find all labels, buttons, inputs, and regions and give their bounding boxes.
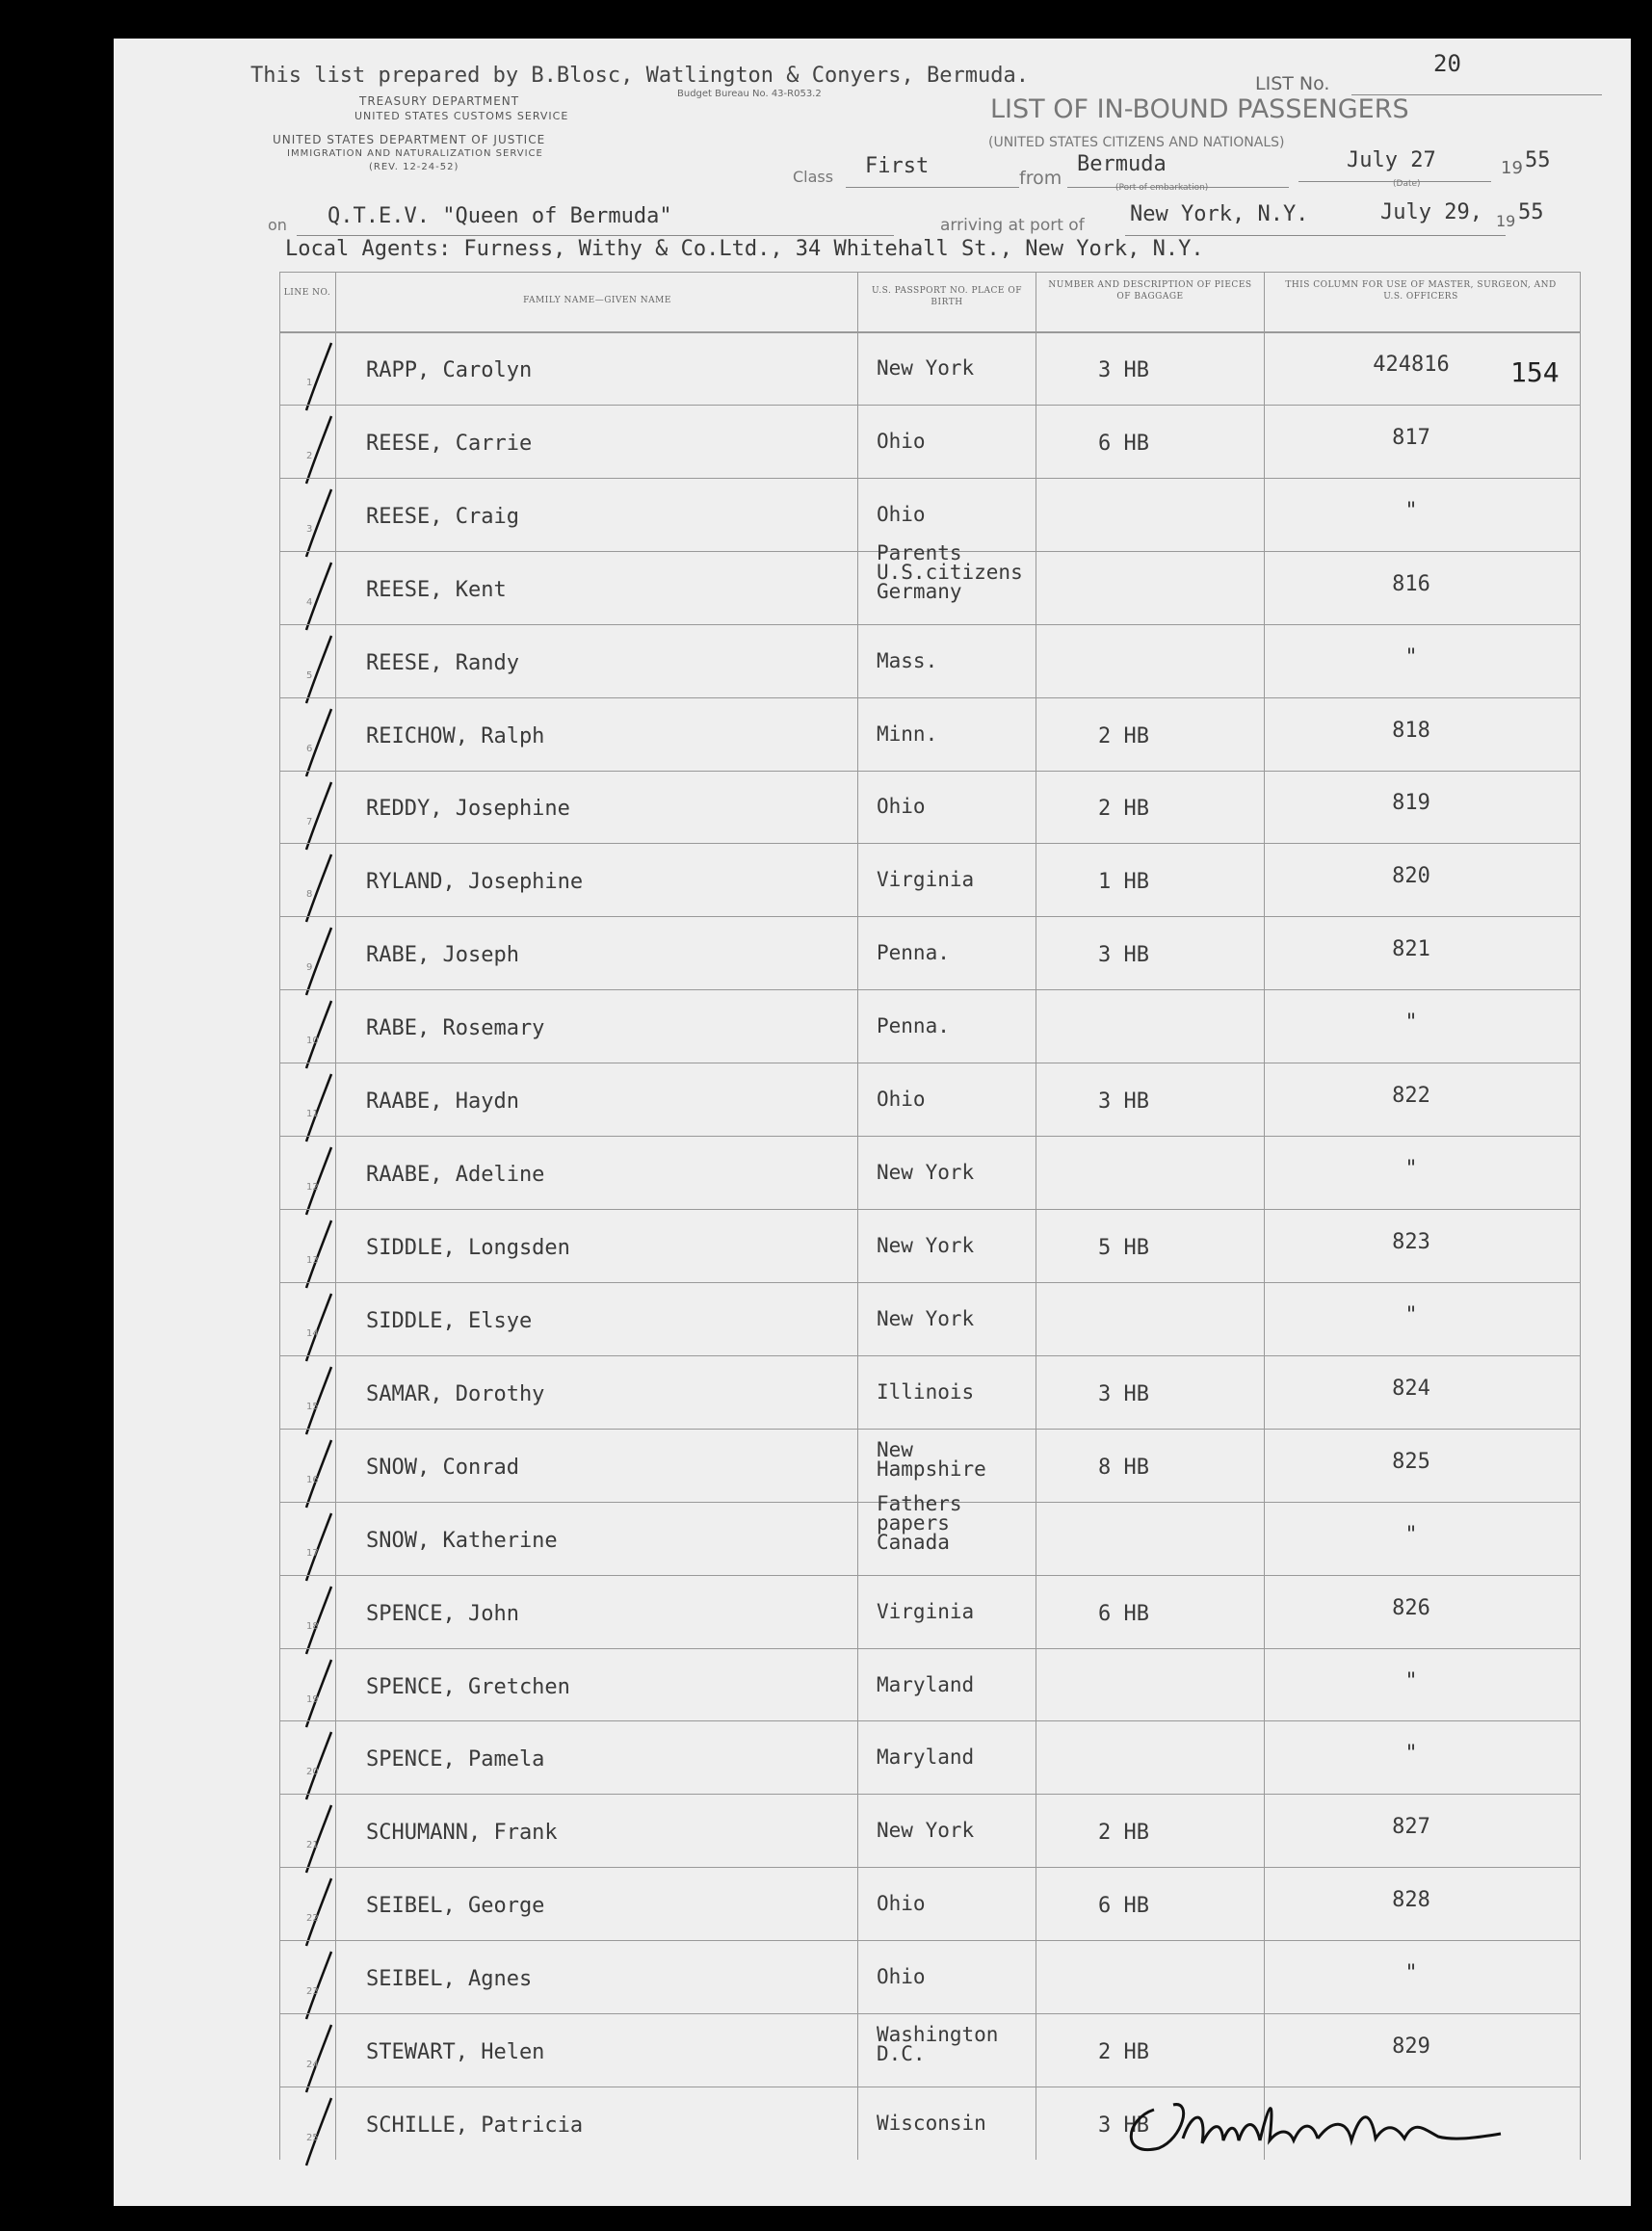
- baggage-count: 3 HB: [1098, 1089, 1149, 1115]
- place-of-birth: Maryland: [877, 1672, 975, 1696]
- table-row: [279, 1794, 1580, 1867]
- passenger-name: RABE, Joseph: [366, 943, 519, 968]
- table-row: [279, 989, 1580, 1063]
- table-row: [279, 1720, 1580, 1794]
- table-row: [279, 697, 1580, 771]
- line-number: 7: [306, 816, 313, 827]
- baggage-count: 2 HB: [1098, 723, 1149, 748]
- place-of-birth: New York: [877, 1161, 975, 1185]
- officer-code: 818: [1392, 718, 1430, 743]
- row-divider: [279, 1136, 1580, 1137]
- passenger-name: SPENCE, Pamela: [366, 1747, 545, 1772]
- baggage-count: 3 HB: [1098, 943, 1149, 968]
- place-of-birth: Fathers papers Canada: [877, 1491, 962, 1554]
- row-divider: [279, 1648, 1580, 1649]
- line-number: 18: [306, 1620, 319, 1632]
- line-number: 2: [306, 450, 313, 461]
- officer-code: 816: [1392, 571, 1430, 596]
- header-officers: THIS COLUMN FOR USE OF MASTER, SURGEON, AND U.S. OFFICERS: [1285, 280, 1557, 302]
- passenger-name: REESE, Randy: [366, 650, 519, 675]
- table-row: [279, 843, 1580, 916]
- arrival-port: New York, N.Y.: [1130, 202, 1309, 226]
- officer-code: 820: [1392, 864, 1430, 889]
- line-number: 4: [306, 596, 313, 608]
- table-row: [279, 1491, 1580, 1575]
- table-row: [279, 540, 1580, 624]
- place-of-birth: Mass.: [877, 648, 938, 672]
- place-of-birth: Illinois: [877, 1379, 975, 1404]
- line-number: 17: [306, 1547, 319, 1559]
- passenger-name: SIDDLE, Longsden: [366, 1235, 570, 1260]
- passenger-name: REICHOW, Ralph: [366, 723, 545, 748]
- passenger-name: SCHILLE, Patricia: [366, 2113, 584, 2139]
- passenger-name: RAABE, Haydn: [366, 1089, 519, 1115]
- line-number: 23: [306, 1986, 319, 1998]
- officer-code: ": [1404, 1742, 1418, 1767]
- form-title: LIST OF IN-BOUND PASSENGERS: [990, 94, 1409, 124]
- class-label: Class: [793, 168, 834, 186]
- passenger-name: REESE, Craig: [366, 504, 519, 529]
- baggage-count: 2 HB: [1098, 2040, 1149, 2065]
- row-divider: [279, 1429, 1580, 1430]
- line-number: 10: [306, 1036, 319, 1047]
- table-row: [279, 1355, 1580, 1429]
- place-of-birth: Ohio: [877, 795, 926, 819]
- baggage-count: 2 HB: [1098, 797, 1149, 822]
- officer-code: ": [1404, 498, 1418, 523]
- baggage-count: 6 HB: [1098, 1601, 1149, 1626]
- table-row: [279, 624, 1580, 697]
- arrival-year-prefix: 19: [1496, 212, 1516, 230]
- line-number: 12: [306, 1182, 319, 1194]
- table-top-border: [279, 272, 1580, 273]
- local-agents: Local Agents: Furness, Withy & Co.Ltd., 34 Whitehall St., New York, N.Y.: [285, 237, 1204, 261]
- table-row: [279, 1648, 1580, 1721]
- from-label: from: [1019, 168, 1062, 189]
- table-row: [279, 1429, 1580, 1502]
- arriving-label: arriving at port of: [940, 216, 1085, 235]
- baggage-count: 5 HB: [1098, 1235, 1149, 1260]
- passenger-name: STEWART, Helen: [366, 2040, 545, 2065]
- line-number: 20: [306, 1767, 319, 1778]
- officer-code: 828: [1392, 1888, 1430, 1913]
- table-row: [279, 1209, 1580, 1282]
- row-divider: [279, 1940, 1580, 1941]
- officer-code: 817: [1392, 425, 1430, 450]
- officer-code: ": [1404, 1961, 1418, 1986]
- line-number: 11: [306, 1109, 319, 1120]
- line-number: 8: [306, 889, 313, 901]
- row-divider: [279, 697, 1580, 698]
- place-of-birth: Ohio: [877, 1965, 926, 1989]
- line-number: 5: [306, 669, 313, 681]
- row-divider: [279, 1794, 1580, 1795]
- passenger-name: REDDY, Josephine: [366, 797, 570, 822]
- on-label: on: [268, 216, 287, 234]
- baggage-count: 6 HB: [1098, 431, 1149, 456]
- table-row: [279, 1867, 1580, 1940]
- place-of-birth: Washington D.C.: [877, 2023, 999, 2066]
- row-divider: [279, 1720, 1580, 1721]
- table-body: [279, 331, 1580, 2160]
- line-number: 1: [306, 378, 313, 388]
- baggage-count: 2 HB: [1098, 1821, 1149, 1846]
- passenger-name: SIDDLE, Elsye: [366, 1308, 533, 1333]
- line-number: 25: [306, 2133, 319, 2144]
- from-value: Bermuda: [1077, 152, 1167, 176]
- header-name: FAMILY NAME—GIVEN NAME: [523, 296, 671, 305]
- passenger-table: [279, 272, 1580, 2160]
- list-no-label: LIST No.: [1255, 73, 1330, 94]
- table-row: [279, 2013, 1580, 2087]
- treasury-department: TREASURY DEPARTMENT: [359, 94, 520, 108]
- officer-code: 819: [1392, 791, 1430, 816]
- place-of-birth: Virginia: [877, 1599, 975, 1623]
- row-divider: [279, 1355, 1580, 1356]
- place-of-birth: Penna.: [877, 1014, 950, 1038]
- vessel-underline: [297, 235, 894, 236]
- officer-code: ": [1404, 644, 1418, 669]
- passenger-name: RAABE, Adeline: [366, 1163, 545, 1188]
- arrival-date: July 29,: [1380, 200, 1482, 224]
- row-divider: [279, 624, 1580, 625]
- baggage-count: 3 HB: [1098, 2113, 1149, 2139]
- place-of-birth: Ohio: [877, 429, 926, 453]
- line-number: 22: [306, 1913, 319, 1925]
- baggage-count: 8 HB: [1098, 1455, 1149, 1480]
- line-number: 6: [306, 743, 313, 754]
- baggage-count: 3 HB: [1098, 1381, 1149, 1406]
- passenger-name: SCHUMANN, Frank: [366, 1821, 558, 1846]
- header-baggage: NUMBER AND DESCRIPTION OF PIECES OF BAGGAGE: [1048, 280, 1252, 302]
- table-row: [279, 405, 1580, 478]
- arrival-underline: [1125, 235, 1506, 236]
- place-of-birth: Virginia: [877, 868, 975, 892]
- passenger-list-page: [114, 39, 1631, 2206]
- date-caption: (Date): [1393, 179, 1421, 189]
- baggage-count: 6 HB: [1098, 1894, 1149, 1919]
- col-divider: [1580, 272, 1581, 2160]
- officer-code: 824: [1392, 1376, 1430, 1401]
- date-year: 55: [1525, 148, 1551, 172]
- passenger-name: SEIBEL, George: [366, 1894, 545, 1919]
- header-passport: U.S. PASSPORT NO. PLACE OF BIRTH: [872, 286, 1022, 307]
- row-divider: [279, 989, 1580, 990]
- passenger-name: SEIBEL, Agnes: [366, 1967, 533, 1992]
- row-divider: [279, 405, 1580, 406]
- row-divider: [279, 916, 1580, 917]
- passenger-name: SAMAR, Dorothy: [366, 1381, 545, 1406]
- table-row: [279, 1136, 1580, 1209]
- place-of-birth: Penna.: [877, 941, 950, 965]
- officer-code: 829: [1392, 2034, 1430, 2060]
- line-number: 14: [306, 1327, 319, 1339]
- margin-number: 154: [1510, 356, 1560, 388]
- list-no: 20: [1433, 50, 1461, 77]
- officer-code: ": [1404, 1011, 1418, 1036]
- row-divider: [279, 1282, 1580, 1283]
- officer-code: 826: [1392, 1595, 1430, 1620]
- table-row: [279, 1282, 1580, 1355]
- passenger-name: SPENCE, Gretchen: [366, 1674, 570, 1699]
- class-value: First: [865, 154, 930, 178]
- place-of-birth: Parents U.S.citizens Germany: [877, 540, 1023, 603]
- baggage-count: 3 HB: [1098, 357, 1149, 382]
- place-of-birth: Minn.: [877, 722, 938, 746]
- baggage-count: 1 HB: [1098, 870, 1149, 895]
- table-row: [279, 1063, 1580, 1136]
- passenger-name: RYLAND, Josephine: [366, 870, 584, 895]
- port-caption: (Port of embarkation): [1115, 183, 1209, 193]
- table-row: [279, 1575, 1580, 1648]
- passenger-name: SNOW, Katherine: [366, 1528, 558, 1553]
- passenger-name: SNOW, Conrad: [366, 1455, 519, 1480]
- line-number: 3: [306, 523, 313, 535]
- signature: [1115, 2081, 1520, 2167]
- ins: IMMIGRATION AND NATURALIZATION SERVICE: [287, 148, 543, 159]
- place-of-birth: Ohio: [877, 502, 926, 526]
- officer-code: ": [1404, 1668, 1418, 1693]
- header-line-no: LINE NO.: [283, 288, 331, 298]
- place-of-birth: Ohio: [877, 1088, 926, 1112]
- table-row: [279, 771, 1580, 844]
- row-divider: [279, 478, 1580, 479]
- passenger-name: SPENCE, John: [366, 1601, 519, 1626]
- passenger-name: RAPP, Carolyn: [366, 357, 533, 382]
- form-subtitle: (UNITED STATES CITIZENS AND NATIONALS): [988, 135, 1285, 150]
- revision: (REV. 12-24-52): [369, 162, 459, 172]
- line-number: 24: [306, 2060, 319, 2071]
- date-value: July 27: [1347, 148, 1436, 172]
- officer-code: 827: [1392, 1815, 1430, 1840]
- row-divider: [279, 843, 1580, 844]
- line-number: 21: [306, 1840, 319, 1851]
- officer-code: 825: [1392, 1449, 1430, 1474]
- place-of-birth: Ohio: [877, 1892, 926, 1916]
- date-year-prefix: 19: [1501, 158, 1523, 178]
- table-row: [279, 478, 1580, 551]
- line-number: 16: [306, 1474, 319, 1485]
- place-of-birth: Maryland: [877, 1745, 975, 1770]
- place-of-birth: New York: [877, 1306, 975, 1330]
- class-underline: [846, 187, 1019, 188]
- line-number: 9: [306, 962, 313, 974]
- arrival-year: 55: [1518, 200, 1544, 224]
- table-row: [279, 331, 1580, 405]
- row-divider: [279, 1575, 1580, 1576]
- line-number: 13: [306, 1255, 319, 1267]
- vessel-name: Q.T.E.V. "Queen of Bermuda": [328, 204, 672, 228]
- place-of-birth: New York: [877, 1233, 975, 1257]
- officer-code: 823: [1392, 1229, 1430, 1254]
- passenger-name: RABE, Rosemary: [366, 1016, 545, 1041]
- officer-code: 424816: [1373, 352, 1450, 377]
- place-of-birth: New York: [877, 1819, 975, 1843]
- customs-service: UNITED STATES CUSTOMS SERVICE: [354, 110, 569, 122]
- passenger-name: REESE, Carrie: [366, 431, 533, 456]
- passenger-name: REESE, Kent: [366, 577, 507, 602]
- officer-code: ": [1404, 1157, 1418, 1182]
- place-of-birth: New Hampshire: [877, 1437, 986, 1481]
- row-divider: [279, 771, 1580, 772]
- officer-code: ": [1404, 1302, 1418, 1327]
- row-divider: [279, 2013, 1580, 2014]
- officer-code: 822: [1392, 1084, 1430, 1109]
- prepared-by-line: This list prepared by B.Blosc, Watlington & Conyers, Bermuda.: [250, 64, 1029, 88]
- row-divider: [279, 1209, 1580, 1210]
- line-number: 19: [306, 1693, 319, 1705]
- table-row: [279, 916, 1580, 989]
- table-row: [279, 1940, 1580, 2013]
- officer-code: 821: [1392, 937, 1430, 962]
- place-of-birth: Wisconsin: [877, 2112, 986, 2136]
- budget-bureau: Budget Bureau No. 43-R053.2: [677, 89, 822, 99]
- row-divider: [279, 1867, 1580, 1868]
- line-number: 15: [306, 1401, 319, 1412]
- officer-code: ": [1404, 1522, 1418, 1547]
- place-of-birth: New York: [877, 355, 975, 380]
- justice-department: UNITED STATES DEPARTMENT OF JUSTICE: [273, 133, 546, 146]
